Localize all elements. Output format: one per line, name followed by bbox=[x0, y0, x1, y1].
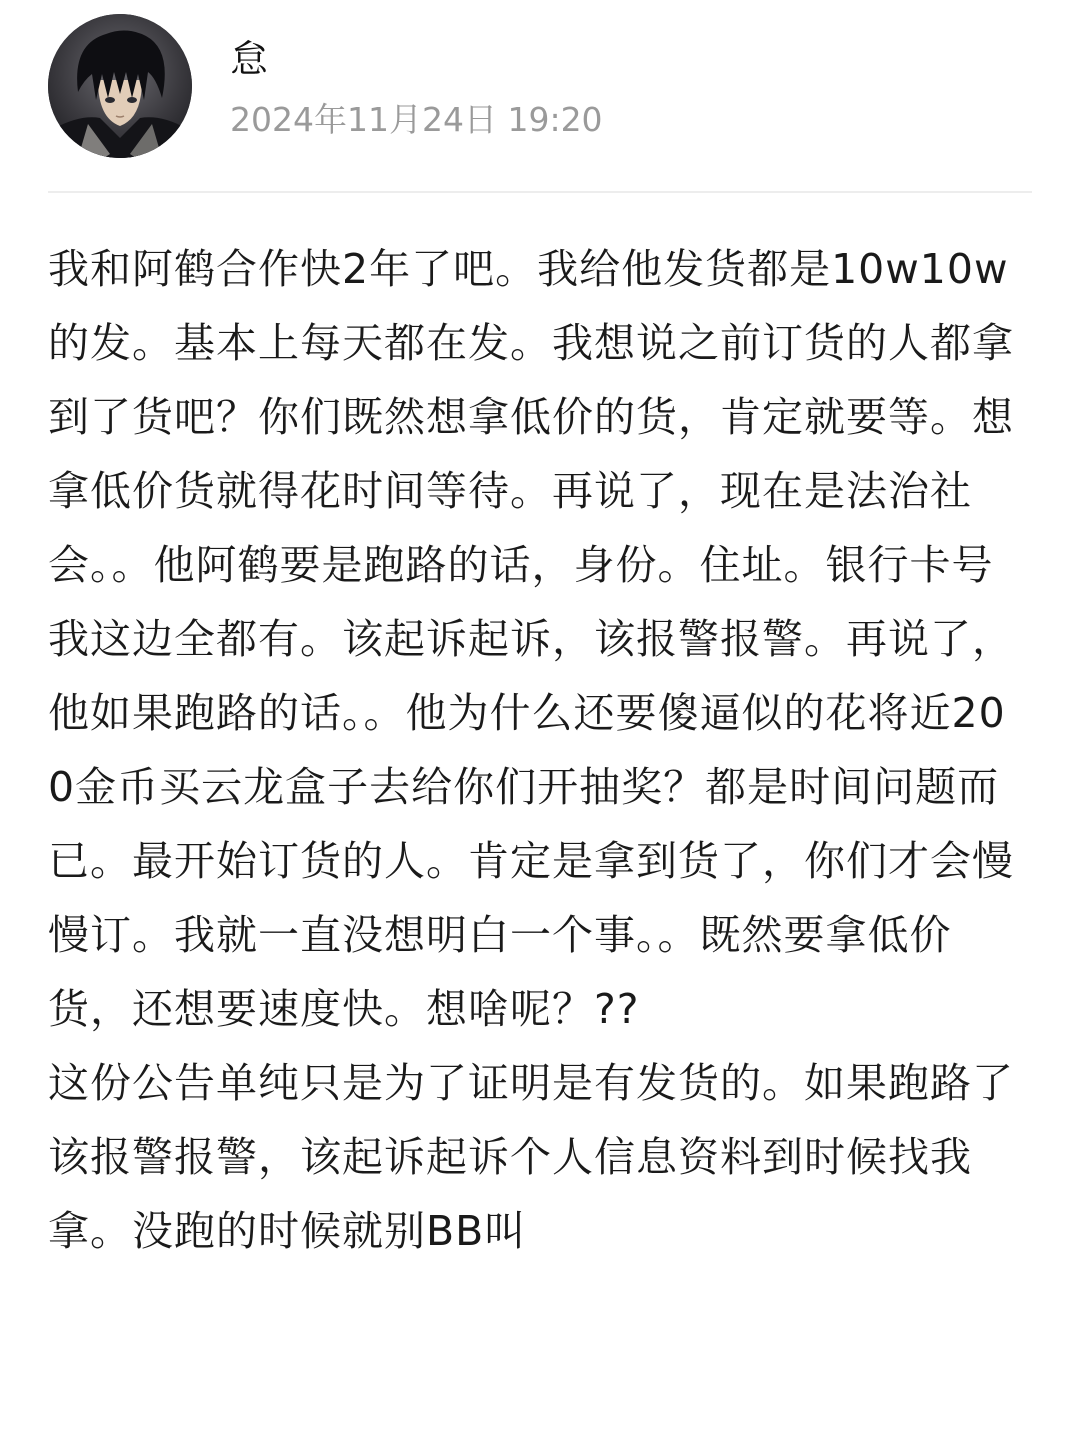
post-timestamp: 2024年11月24日 19:20 bbox=[230, 100, 603, 139]
post-body bbox=[48, 232, 1028, 1268]
header-divider bbox=[48, 191, 1032, 193]
dark-haired-character-avatar-icon bbox=[48, 14, 192, 158]
avatar[interactable] bbox=[48, 14, 192, 158]
author-name[interactable]: 怠 bbox=[230, 37, 269, 81]
post-paragraph-2: 这份公告单纯只是为了证明是有发货的。如果跑路了该报警报警，该起诉起诉个人信息资料到时候找我拿。没跑的时候就别BB叫 bbox=[48, 1059, 1014, 1255]
post-paragraph-1: 我和阿鹤合作快2年了吧。我给他发货都是10w10w的发。基本上每天都在发。我想说之前订货的人都拿到了货吧？你们既然想拿低价的货，肯定就要等。想拿低价货就得花时间等待。再说了，现在是法治社会。。他阿鹤要是跑路的话，身份。住址。银行卡号我这边全都有。该起诉起诉，该报警报警。再说了，他如果跑路的话。。他为什么还要傻逼似的花将近200金币买云龙盒子去给你们开抽奖？都是时间问题而已。最开始订货的人。肯定是拿到货了，你们才会慢慢订。我就一直没想明白一个事。。既然要拿低价货，还想要速度快。想啥呢？?? bbox=[48, 245, 1014, 1033]
post-header bbox=[48, 14, 1032, 174]
